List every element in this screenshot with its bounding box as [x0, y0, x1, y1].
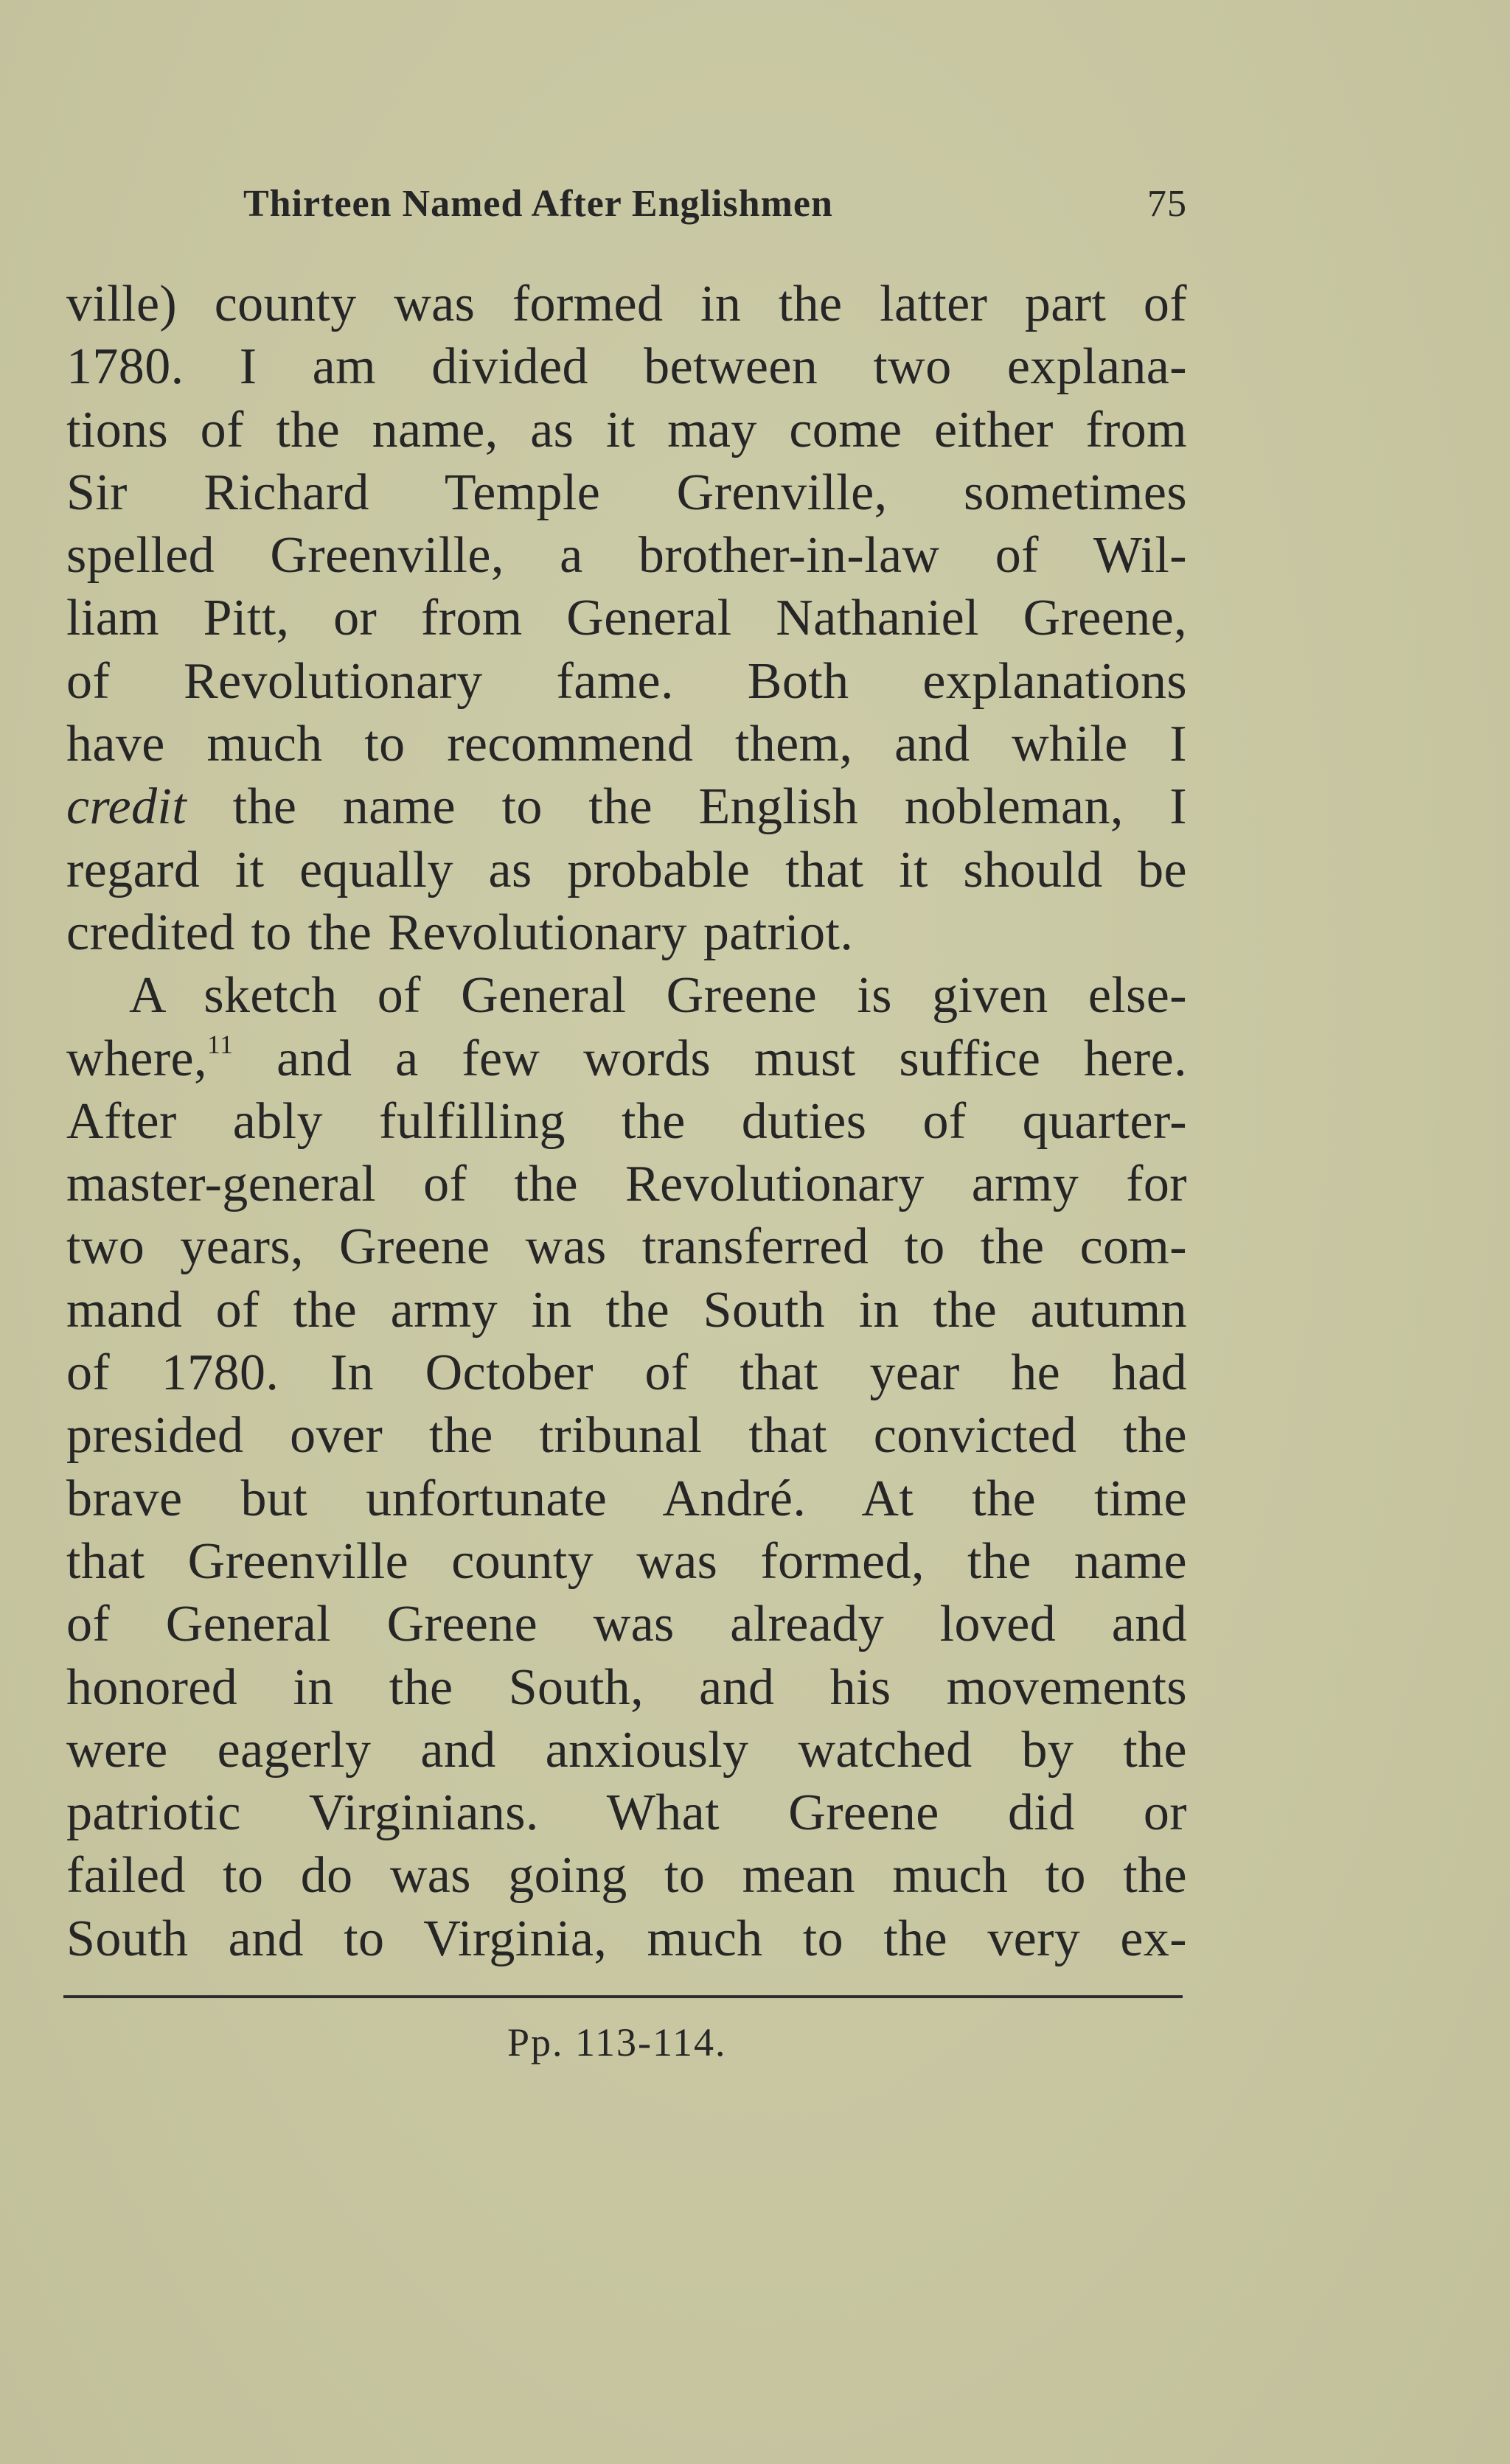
text-line: credited to the Revolutionary patriot.	[66, 904, 854, 961]
text-line: master-general of the Revolutionary army for	[66, 1156, 1187, 1213]
text-line: patriotic Virginians. What Greene did or	[66, 1784, 1187, 1842]
text-line: honored in the South, and his movements	[66, 1658, 1187, 1716]
text-line: have much to recommend them, and while I	[66, 716, 1187, 773]
body-text	[66, 273, 1187, 1970]
text-line: of 1780. In October of that year he had	[66, 1344, 1187, 1402]
page-number: 75	[1147, 183, 1187, 225]
running-header	[243, 182, 1187, 226]
text-line	[66, 775, 1187, 838]
italic-word: credit	[66, 778, 187, 836]
text-line: mand of the army in the South in the autumn	[66, 1281, 1187, 1339]
text-line: two years, Greene was transferred to the com-	[66, 1218, 1187, 1276]
text-line: A sketch of General Greene is given else-	[129, 967, 1187, 1025]
running-title: Thirteen Named After Englishmen	[243, 183, 833, 225]
text-line: liam Pitt, or from General Nathaniel Greene,	[66, 590, 1187, 647]
footnote-rule	[63, 1995, 1183, 1998]
text-line: were eagerly and anxiously watched by the	[66, 1721, 1187, 1779]
text-line: brave but unfortunate André. At the time	[66, 1470, 1187, 1527]
text-line: of Revolutionary fame. Both explanations	[66, 652, 1187, 710]
text-line: of General Greene was already loved and	[66, 1596, 1187, 1653]
footnote: Pp. 113-114.	[507, 2020, 727, 2065]
text-span: where,	[66, 1030, 207, 1087]
footnote-reference: 11	[206, 1029, 234, 1059]
text-line: regard it equally as probable that it should be	[66, 841, 1187, 898]
text-line: After ably fulfilling the duties of quarter-	[66, 1092, 1187, 1150]
text-line: South and to Virginia, much to the very ex-	[66, 1910, 1187, 1967]
text-line: Sir Richard Temple Grenville, sometimes	[66, 464, 1187, 521]
text-line: ville) county was formed in the latter part of	[66, 276, 1187, 332]
text-line: failed to do was going to mean much to the	[66, 1847, 1187, 1905]
text-line: that Greenville county was formed, the name	[66, 1532, 1187, 1590]
text-line: presided over the tribunal that convicted the	[66, 1407, 1187, 1465]
text-span: the name to the English nobleman, I	[187, 778, 1187, 836]
text-line: 1780. I am divided between two explana-	[66, 338, 1187, 396]
text-line: spelled Greenville, a brother-in-law of Wil-	[66, 527, 1187, 584]
text-line	[66, 1027, 1187, 1090]
text-line: tions of the name, as it may come either from	[66, 401, 1187, 458]
text-span: and a few words must suffice here.	[233, 1030, 1187, 1087]
